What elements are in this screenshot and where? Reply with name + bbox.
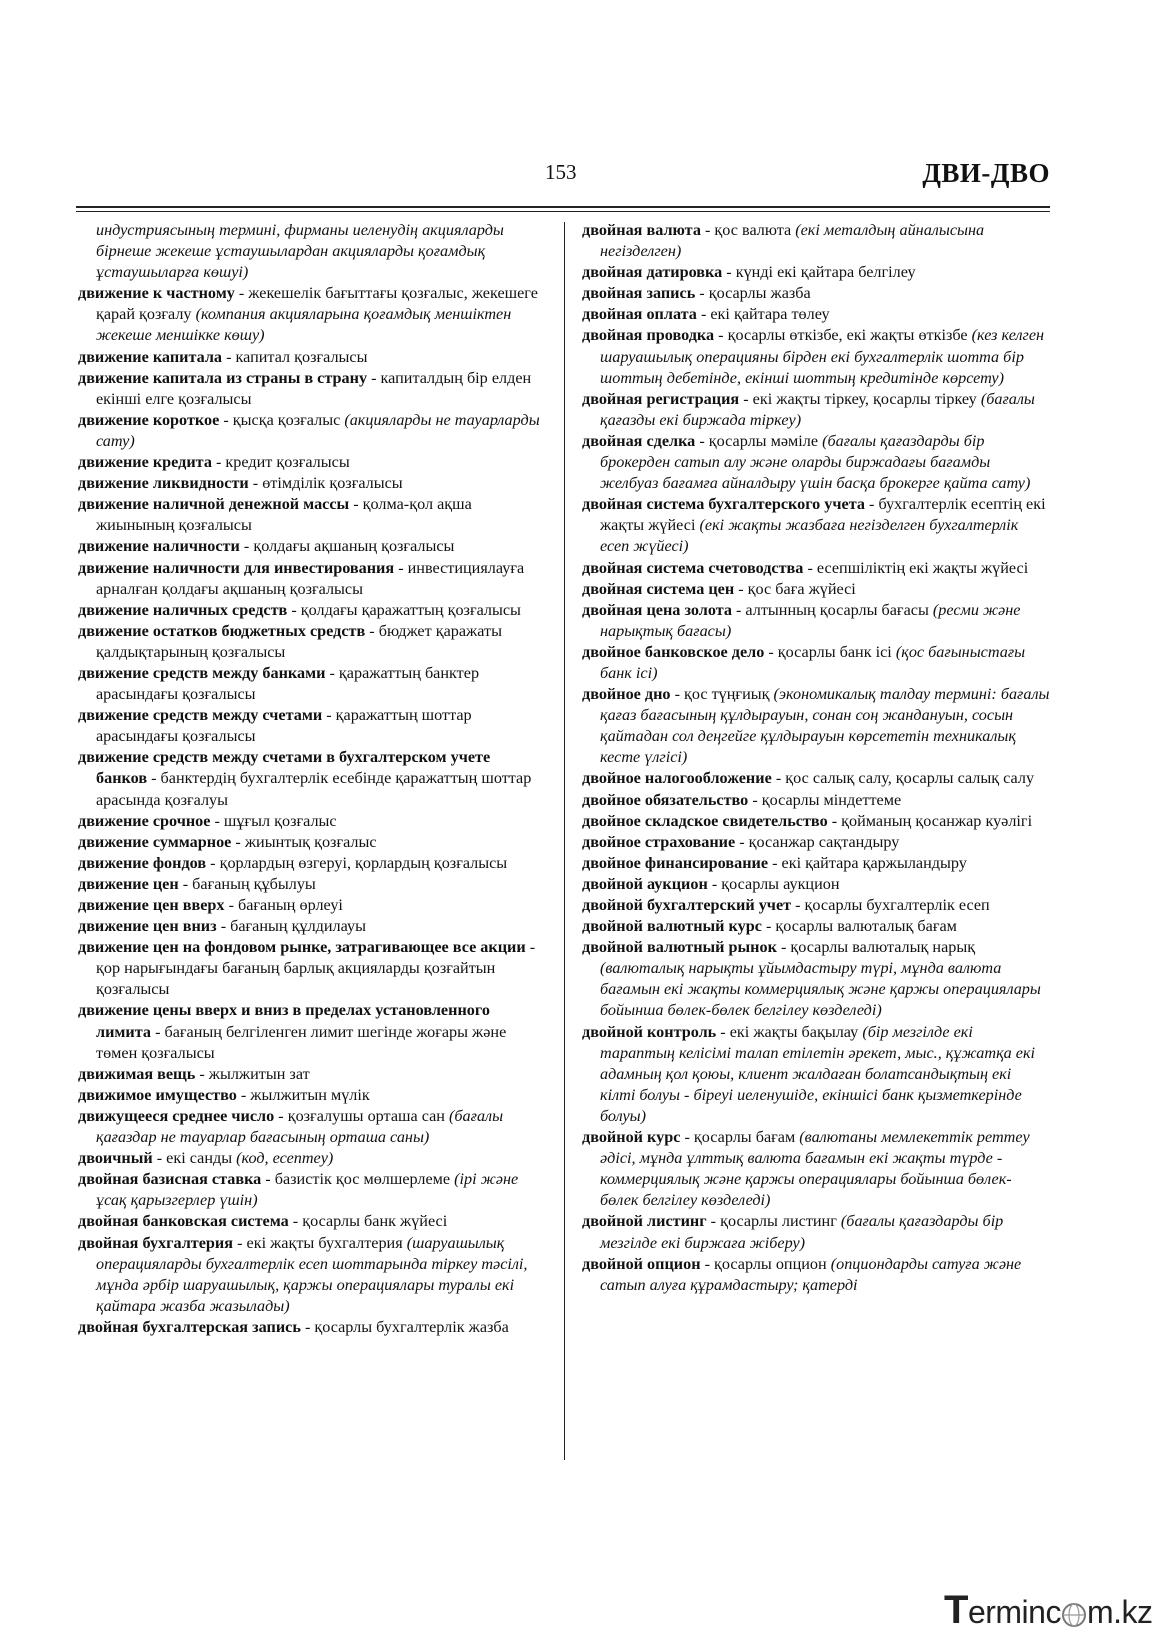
- entry-definition: - қор нарығындағы бағаның барлық акцияларды қозғайтын қозғалысы: [96, 938, 536, 999]
- dictionary-entry: [582, 853, 1050, 874]
- entry-term: двойная сделка: [582, 431, 696, 450]
- entry-term: двойное страхование: [582, 832, 736, 851]
- entry-definition: - қаражаттың шоттар арасындағы қозғалысы: [96, 706, 472, 746]
- dictionary-entry: [582, 558, 1050, 579]
- entry-definition: - қосарлы жазба: [695, 284, 811, 303]
- dictionary-entry: [582, 811, 1050, 832]
- site-logo[interactable]: [944, 1588, 1153, 1633]
- entry-term: движение капитала: [78, 347, 223, 366]
- dictionary-entry: [78, 937, 544, 1000]
- dictionary-entry: [78, 536, 544, 557]
- entry-definition: - қойманың қосанжар куәлігі: [827, 811, 1033, 830]
- left-column: [78, 220, 544, 1338]
- page-number: 153: [545, 160, 577, 184]
- dictionary-entry: [582, 304, 1050, 325]
- entry-definition: - екі жақты тіркеу, қосарлы тіркеу: [739, 389, 981, 408]
- entry-definition: - кредит қозғалысы: [211, 453, 350, 472]
- entry-term: двойная цена золота: [582, 600, 732, 619]
- dictionary-entry: [582, 937, 1050, 1021]
- entry-definition: - қолдағы қаражаттың қозғалысы: [287, 600, 521, 619]
- entry-definition: - екі санды: [152, 1149, 237, 1168]
- dictionary-entry: [78, 1106, 544, 1148]
- entry-term: движение ликвидности: [78, 474, 249, 493]
- entry-note: (валюталық нарықты ұйымдастыру түрі, мұнда валюта бағамын екі жақты коммерциялық және қаржы операциялары бойынша бөлек-бөлек белгілеу көзделеді): [600, 959, 1041, 1020]
- dictionary-entry: [582, 1127, 1050, 1211]
- entry-term: движение цен на фондовом рынке, затрагивающее все акции: [78, 938, 526, 957]
- entry-note: (кез келген шаруашылық операцияны бірден екі бухгалтерлік шотта бір шоттың дебетінде, екінші шоттың кредитінде көрсету): [600, 326, 1045, 387]
- dictionary-entry: [582, 262, 1050, 283]
- entry-note: (бағалы қағаздар не тауарлар бағасының орташа саны): [96, 1106, 504, 1147]
- entry-definition: - қосарлы өткізбе, екі жақты өткізбе: [714, 326, 972, 345]
- dictionary-entry: [582, 389, 1050, 431]
- entry-definition: - өтімділік қозғалысы: [248, 474, 403, 493]
- entry-term: двоичный: [78, 1149, 153, 1168]
- right-column: [582, 220, 1050, 1296]
- entry-definition: - қосарлы мәміле: [695, 431, 823, 450]
- dictionary-entry: [582, 1211, 1050, 1253]
- entry-term: двойная бухгалтерия: [78, 1233, 234, 1252]
- entry-term: двойное банковское дело: [582, 642, 765, 661]
- entry-note: (бағалы қағаздарды бір брокерден сатып алу және оларды биржадағы бағамды желбуаз бағамға айналдыру үшін басқа брокерге қайта сату): [600, 431, 1031, 493]
- dictionary-entry: [582, 1022, 1050, 1127]
- logo-text-post: m.kz: [1086, 1594, 1153, 1630]
- entry-note: индустриясының термині, фирманы иеленудің акцияларды бірнеше жекеше ұстаушылардан акцияларды қоғамдық ұстаушыларға көшуі): [96, 221, 504, 282]
- entry-definition: - қысқа қозғалыс: [219, 410, 345, 429]
- entry-term: двойная базисная ставка: [78, 1170, 262, 1189]
- entry-note: (бағалы қағаздарды бір мезгілде екі биржаға жіберу): [600, 1212, 1004, 1252]
- entry-definition: - жылжитын мүлік: [236, 1085, 370, 1104]
- entry-definition: - капиталдың бір елден екінші елге қозғалысы: [96, 368, 532, 408]
- entry-note: (бағалы қағазды екі биржада тіркеу): [600, 389, 1035, 429]
- dictionary-entry: [78, 895, 544, 916]
- entry-term: движение к частному: [78, 284, 235, 303]
- dictionary-entry: [582, 494, 1050, 557]
- entry-definition: - шұғыл қозғалыс: [210, 811, 337, 830]
- dictionary-entry: [78, 494, 544, 536]
- entry-definition: - қос түңғиық: [670, 685, 774, 704]
- entry-term: движение остатков бюджетных средств: [78, 621, 366, 640]
- entry-definition: - банктердің бухгалтерлік есебінде қаражаттың шоттар арасында қозғалуы: [96, 769, 532, 809]
- entry-definition: - қосарлы аукцион: [707, 874, 840, 893]
- entry-note: (опциондарды сатуға және сатып алуға құрамдастыру; қатерді: [600, 1254, 1022, 1294]
- dictionary-entry: [582, 431, 1050, 494]
- entry-note: (компания акцияларына қоғамдық меншіктен жекеше меншікке көшу): [96, 305, 512, 345]
- dictionary-entry: [78, 283, 544, 346]
- dictionary-entry: [78, 832, 544, 853]
- entry-term: двойной аукцион: [582, 874, 708, 893]
- entry-note: (шаруашылық операцияларды бухгалтерлік есеп шоттарында тіркеу тәсілі, мұнда әрбір шаруашылық, қаржы операциялары туралы екі қайтара жазба жазылады): [96, 1233, 528, 1315]
- dictionary-entry: [78, 705, 544, 747]
- dictionary-entry: [78, 558, 544, 600]
- entry-note: (акцияларды не тауарларды сату): [96, 410, 540, 450]
- entry-term: двойная оплата: [582, 305, 697, 324]
- entry-definition: - қос валюта: [700, 221, 796, 239]
- entry-term: движение наличной денежной массы: [78, 495, 350, 514]
- dictionary-entry: [582, 874, 1050, 895]
- entry-term: двойная система счетоводства: [582, 558, 804, 577]
- entry-definition: - екі жақты бухгалтерия: [233, 1233, 407, 1252]
- column-divider: [564, 222, 565, 1460]
- header-rule-thin: [76, 211, 1050, 212]
- entry-definition: - күнді екі қайтара белгілеу: [722, 263, 916, 282]
- entry-definition: - қолдағы ақшаның қозғалысы: [239, 537, 455, 556]
- entry-definition: - екі қайтара төлеу: [696, 305, 830, 324]
- entry-term: движимая вещь: [78, 1064, 196, 1083]
- entry-term: двойная запись: [582, 284, 696, 303]
- entry-term: движение короткое: [78, 410, 220, 429]
- entry-definition: - инвестициялауға арналған қолдағы ақшаның қозғалысы: [96, 558, 525, 598]
- entry-definition: - жиынтық қозғалыс: [231, 832, 377, 851]
- entry-definition: - алтынның қосарлы бағасы: [731, 600, 933, 619]
- entry-term: движение наличности: [78, 537, 240, 556]
- entry-definition: - қосарлы банк жүйесі: [288, 1212, 448, 1231]
- entry-definition: - екі жақты бақылау: [716, 1022, 863, 1041]
- entry-definition: - бағаның құлдилауы: [216, 917, 366, 936]
- dictionary-entry: [78, 1064, 544, 1085]
- entry-term: двойная валюта: [582, 221, 701, 239]
- entry-term: движение срочное: [78, 811, 211, 830]
- entry-definition: - қосарлы валюталық нарық: [776, 938, 976, 957]
- entry-term: двойной бухгалтерский учет: [582, 896, 792, 914]
- entry-term: двойное дно: [582, 685, 671, 704]
- entry-definition: - қосарлы бухгалтерлік есеп: [791, 896, 990, 914]
- entry-definition: - бухгалтерлік есептің екі жақты жүйесі: [600, 495, 1046, 535]
- entry-definition: - бюджет қаражаты қалдықтарының қозғалысы: [96, 621, 502, 661]
- entry-term: двойная проводка: [582, 326, 715, 345]
- dictionary-entry: [582, 768, 1050, 789]
- entry-note: (ірі және ұсақ қарызгерлер үшін): [96, 1170, 519, 1210]
- entry-term: движение средств между счетами в бухгалтерском учете банков: [78, 748, 491, 788]
- entry-term: движение суммарное: [78, 832, 232, 851]
- entry-term: движение наличных средств: [78, 600, 288, 619]
- entry-definition: - жекешелік бағыттағы қозғалыс, жекешеге қарай қозғалу: [96, 284, 538, 324]
- running-head: ДВИ-ДВО: [922, 158, 1050, 188]
- entry-term: двойная система цен: [582, 579, 735, 598]
- dictionary-entry: [78, 621, 544, 663]
- dictionary-entry: [78, 874, 544, 895]
- dictionary-entry: [78, 1233, 544, 1317]
- dictionary-entry: [582, 1254, 1050, 1296]
- dictionary-entry: [78, 600, 544, 621]
- entry-definition: - қос салық салу, қосарлы салық салу: [771, 769, 1035, 788]
- entry-note: (ресми және нарықтық бағасы): [600, 600, 1021, 640]
- dictionary-entry: [78, 473, 544, 494]
- entry-definition: - қосарлы листинг: [706, 1212, 841, 1231]
- entry-term: движение наличности для инвестирования: [78, 558, 395, 577]
- entry-note: (экономикалық талдау термині: бағалы қағаз бағасының құлдырауын, сонан соң жандануын, сосын қайтадан сол деңгейге құлдырауын көрсететін техникалық кесте үлгісі): [600, 685, 1050, 767]
- entry-definition: - қосарлы міндеттеме: [748, 790, 902, 809]
- entry-definition: - базистік қос мөлшерлеме: [261, 1170, 455, 1189]
- dictionary-entry: [78, 368, 544, 410]
- entry-definition: - бағаның құбылуы: [178, 874, 316, 893]
- entry-definition: - қосарлы банк ісі: [764, 642, 896, 661]
- entry-term: движение цены вверх и вниз в пределах установленного лимита: [78, 1001, 490, 1041]
- entry-term: двойная банковская система: [78, 1212, 289, 1231]
- entry-note: (код, есептеу): [236, 1149, 334, 1168]
- entry-definition: - қосарлы бағам: [680, 1128, 800, 1147]
- dictionary-entry: [582, 916, 1050, 937]
- entry-term: двойной валютный курс: [582, 917, 762, 936]
- logo-text-pre: erminc: [967, 1594, 1061, 1630]
- entry-term: двойная бухгалтерская запись: [78, 1317, 301, 1336]
- entry-term: движение кредита: [78, 453, 212, 472]
- entry-definition: - жылжитын зат: [195, 1064, 310, 1083]
- entry-note: (қос бағыныстағы банк ісі): [600, 642, 1026, 682]
- entry-definition: - қолма-қол ақша жиынының қозғалысы: [96, 495, 472, 535]
- entry-definition: - қосарлы бухгалтерлік жазба: [300, 1317, 509, 1336]
- globe-icon: [1061, 1602, 1087, 1628]
- entry-definition: - қос баға жүйесі: [734, 579, 856, 598]
- dictionary-entry: [582, 684, 1050, 768]
- entry-term: двойной контроль: [582, 1022, 717, 1041]
- dictionary-entry: [78, 1085, 544, 1106]
- entry-definition: - қосанжар сақтандыру: [735, 832, 900, 851]
- entry-term: движимое имущество: [78, 1085, 237, 1104]
- entry-term: движущееся среднее число: [78, 1106, 275, 1125]
- dictionary-entry: [582, 895, 1050, 916]
- dictionary-entry: [78, 1000, 544, 1063]
- entry-term: двойная система бухгалтерского учета: [582, 495, 865, 514]
- entry-definition: - қозғалушы орташа сан: [274, 1106, 449, 1125]
- logo-t: T: [944, 1588, 968, 1632]
- entry-term: двойная датировка: [582, 263, 723, 282]
- entry-definition: - қосарлы опцион: [700, 1254, 831, 1273]
- entry-term: движение цен вверх: [78, 896, 225, 914]
- entry-term: двойная регистрация: [582, 389, 740, 408]
- dictionary-entry: [78, 1169, 544, 1211]
- entry-term: движение средств между счетами: [78, 706, 323, 725]
- dictionary-entry: [78, 747, 544, 810]
- entry-definition: - есепшіліктің екі жақты жүйесі: [803, 558, 1029, 577]
- entry-term: движение капитала из страны в страну: [78, 368, 368, 387]
- entry-term: двойное складское свидетельство: [582, 811, 828, 830]
- header-rule: [76, 206, 1050, 208]
- dictionary-entry: [582, 325, 1050, 388]
- dictionary-entry: [78, 663, 544, 705]
- dictionary-entry: [582, 790, 1050, 811]
- entry-term: движение средств между банками: [78, 663, 326, 682]
- entry-definition: - қосарлы валюталық бағам: [761, 917, 957, 936]
- dictionary-entry: [78, 347, 544, 368]
- dictionary-entry: [582, 600, 1050, 642]
- entry-definition: - қаражаттың банктер арасындағы қозғалысы: [96, 663, 480, 704]
- entry-term: двойной листинг: [582, 1212, 707, 1231]
- entry-term: двойное обязательство: [582, 790, 749, 809]
- dictionary-entry: [582, 642, 1050, 684]
- entry-definition: - бағаның өрлеуі: [224, 896, 343, 914]
- entry-definition: - бағаның белгіленген лимит шегінде жоғары және төмен қозғалысы: [96, 1022, 507, 1062]
- dictionary-entry: [78, 1211, 544, 1232]
- dictionary-entry: [582, 832, 1050, 853]
- entry-note: (бір мезгілде екі тараптың келісімі талап етілетін әрекет, мыс., құжатқа екі адамның қол қоюы, клиент жалдаған болатсандықтың екі кілті болуы - біреуі иеленушіде, екіншісі банк қызметкерінде болуы): [600, 1022, 1036, 1125]
- entry-term: движение фондов: [78, 853, 207, 872]
- entry-note: (екі металдың айналысына негізделген): [600, 221, 985, 261]
- entry-term: двойной опцион: [582, 1254, 701, 1273]
- entry-note: (екі жақты жазбаға негізделген бухгалтерлік есеп жүйесі): [600, 516, 1019, 556]
- entry-term: движение цен: [78, 874, 179, 893]
- dictionary-entry: [582, 579, 1050, 600]
- entry-term: двойное налогообложение: [582, 769, 772, 788]
- entry-note: (валютаны мемлекеттік реттеу әдісі, мұнда ұлттық валюта бағамын екі жақты түрде - коммерциялық және қаржы операциялары бойынша бөлек-бөлек белгілеу көзделеді): [600, 1128, 1030, 1210]
- entry-definition: - екі қайтара қаржыландыру: [768, 853, 967, 872]
- entry-term: двойное финансирование: [582, 853, 769, 872]
- dictionary-entry: [78, 410, 544, 452]
- dictionary-entry: [78, 853, 544, 874]
- dictionary-entry: [78, 452, 544, 473]
- entry-term: двойной валютный рынок: [582, 938, 777, 957]
- dictionary-entry: [78, 1317, 544, 1338]
- dictionary-entry: [582, 283, 1050, 304]
- dictionary-entry: [78, 1148, 544, 1169]
- dictionary-entry: [78, 811, 544, 832]
- entry-definition: - капитал қозғалысы: [222, 347, 368, 366]
- dictionary-entry: [78, 916, 544, 937]
- dictionary-entry: [582, 220, 1050, 262]
- entry-term: движение цен вниз: [78, 917, 217, 936]
- entry-term: двойной курс: [582, 1128, 681, 1147]
- entry-definition: - қорлардың өзгеруі, қорлардың қозғалысы: [206, 853, 508, 872]
- dictionary-entry: [78, 220, 544, 283]
